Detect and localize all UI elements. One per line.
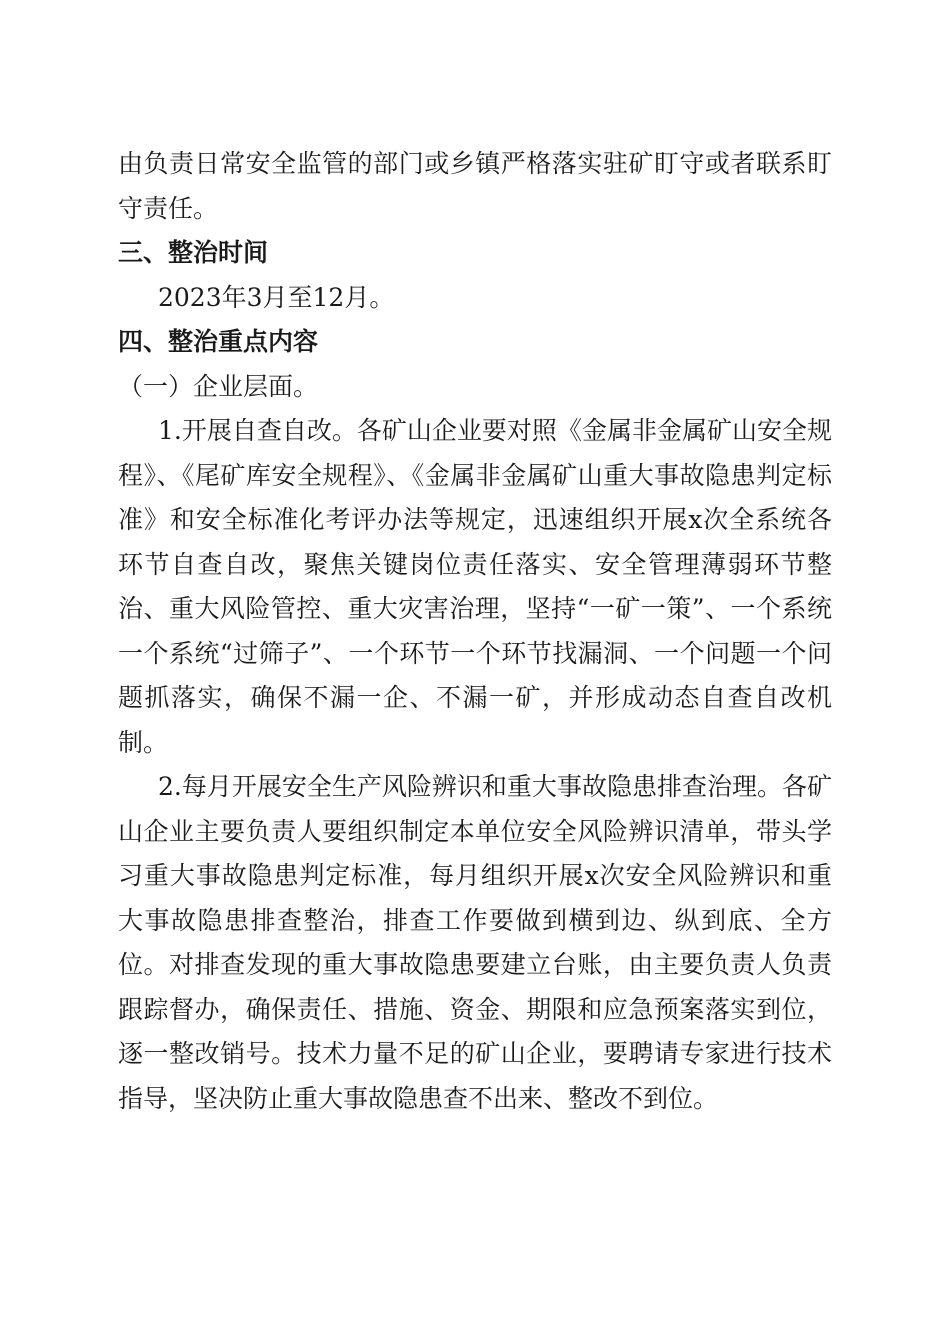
document-body — [118, 142, 832, 1121]
section-heading-content: 四、整治重点内容 — [118, 327, 319, 356]
section-heading-time: 三、整治时间 — [118, 238, 269, 267]
paragraph-monthly-risk: 2.每月开展安全生产风险辨识和重大事故隐患排查治理。各矿山企业主要负责人要组织制定本单位安全风险辨识清单，带头学习重大事故隐患判定标准，每月组织开展x次安全风险辨识和重大事故隐患排查整治，排查工作要做到横到边、纵到底、全方位。对排查发现的重大事故隐患要建立台账，由主要负责人负责跟踪督办，确保责任、措施、资金、期限和应急预案落实到位，逐一整改销号。技术力量不足的矿山企业，要聘请专家进行技术指导，坚决防止重大事故隐患查不出来、整改不到位。 — [118, 772, 832, 1113]
paragraph-period: 2023年3月至12月。 — [158, 282, 395, 312]
sub-heading-enterprise: （一）企业层面。 — [118, 371, 319, 401]
paragraph-self-check: 1.开展自查自改。各矿山企业要对照《金属非金属矿山安全规程》、《尾矿库安全规程》、《金属非金属矿山重大事故隐患判定标准》和安全标准化考评办法等规定，迅速组织开展x次全系统各环节自查自改，聚焦关键岗位责任落实、安全管理薄弱环节整治、重大风险管控、重大灾害治理，坚持“一矿一策”、一个系统一个系统“过筛子”、一个环节一个环节找漏洞、一个问题一个问题抓落实，确保不漏一企、不漏一矿，并形成动态自查自改机制。 — [118, 416, 832, 757]
paragraph-continuation: 由负责日常安全监管的部门或乡镇严格落实驻矿盯守或者联系盯守责任。 — [118, 149, 832, 223]
